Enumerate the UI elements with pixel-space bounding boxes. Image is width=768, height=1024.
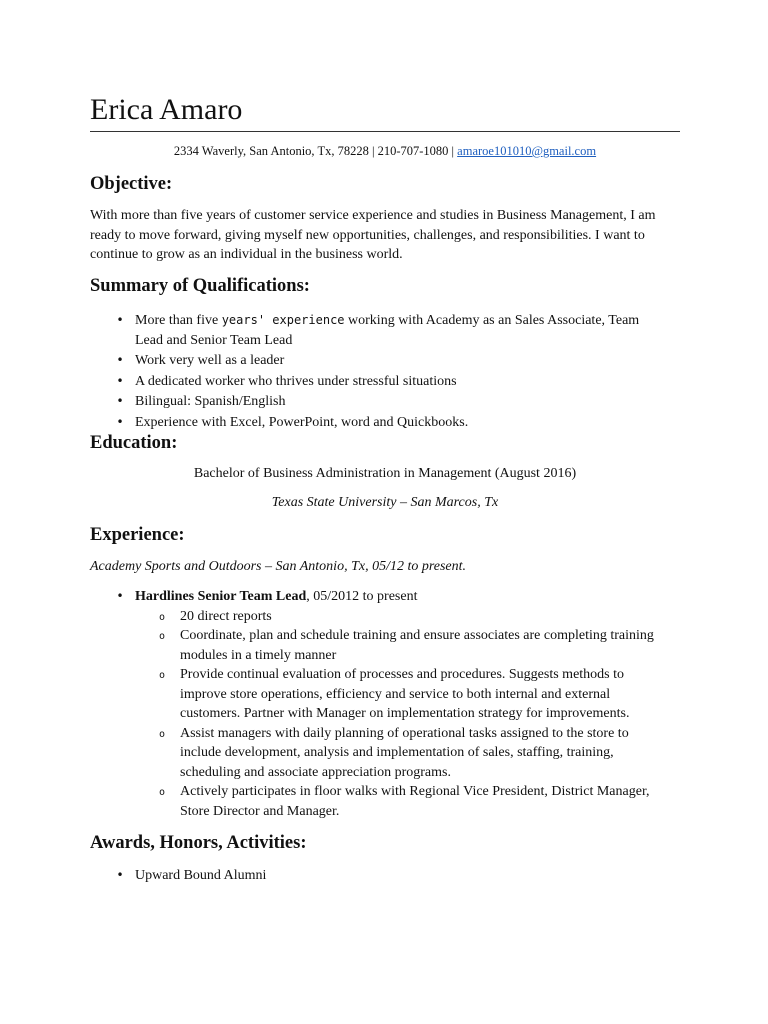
list-item: • Experience with Excel, PowerPoint, word and Quickbooks. [90,413,670,433]
list-item: o Coordinate, plan and schedule training and ensure associates are completing training modules in a timely manner [135,626,670,665]
qualifications-list [90,311,670,433]
list-item: • Upward Bound Alumni [90,866,670,886]
contact-details: 2334 Waverly, San Antonio, Tx, 78228 | 210-707-1080 | [173,144,458,158]
bullet-icon [113,392,127,412]
experience-employer: Academy Sports and Outdoors – San Antonio, Tx, 05/12 to present. [90,559,467,574]
education-school: Texas State University – San Marcos, Tx [271,495,499,510]
list-item: o Provide continual evaluation of processes and procedures. Suggests methods to improve store operations, efficiency and service to both internal and external customers. Partner with Manager on implementation strategy for improvements. [135,665,670,724]
bullet-icon [113,587,127,607]
awards-heading: Awards, Honors, Activities: [90,833,307,853]
objective-text: With more than five years of customer service experience and studies in Business Management, I am ready to move forward, giving myself new opportunities, challenges, and responsibilities. I want to continue to grow as an individual in the business world. [90,208,656,262]
bullet-icon [113,413,127,433]
email-link[interactable]: amaroe101010@gmail.com [457,144,597,158]
list-item: • A dedicated worker who thrives under stressful situations [90,372,670,392]
experience-heading: Experience: [90,525,185,545]
circle-bullet-icon [157,782,167,803]
circle-bullet-icon [157,665,167,686]
circle-bullet-icon [157,626,167,647]
bullet-icon [113,372,127,392]
circle-bullet-icon [157,724,167,745]
list-item [90,587,670,821]
education-heading: Education: [90,433,178,453]
role-dates: , 05/2012 to present [306,589,418,604]
list-item: • Work very well as a leader [90,351,670,371]
awards-list [90,866,670,887]
list-item: • Bilingual: Spanish/English [90,392,670,412]
header-divider [90,131,680,132]
circle-bullet-icon [157,607,167,628]
bullet-icon [113,351,127,371]
contact-line [90,143,680,159]
bullet-icon [113,866,127,886]
role-title: Hardlines Senior Team Lead [135,589,307,604]
list-item: o 20 direct reports [135,607,670,627]
duties-list [135,607,670,822]
candidate-name: Erica Amaro [90,93,243,126]
experience-list [90,587,670,822]
objective-heading: Objective: [90,174,173,194]
education-degree: Bachelor of Business Administration in Management (August 2016) [193,466,577,481]
list-item: o Actively participates in floor walks with Regional Vice President, District Manager, Store Director and Manager. [135,782,670,821]
list-item: • More than five years' experience working with Academy as an Sales Associate, Team Lead and Senior Team Lead [90,311,670,350]
list-item: o Assist managers with daily planning of operational tasks assigned to the store to include development, analysis and implementation of sales, staffing, training, scheduling and associate appreciation programs. [135,724,670,783]
bullet-icon [113,311,127,331]
qualifications-heading: Summary of Qualifications: [90,276,310,296]
